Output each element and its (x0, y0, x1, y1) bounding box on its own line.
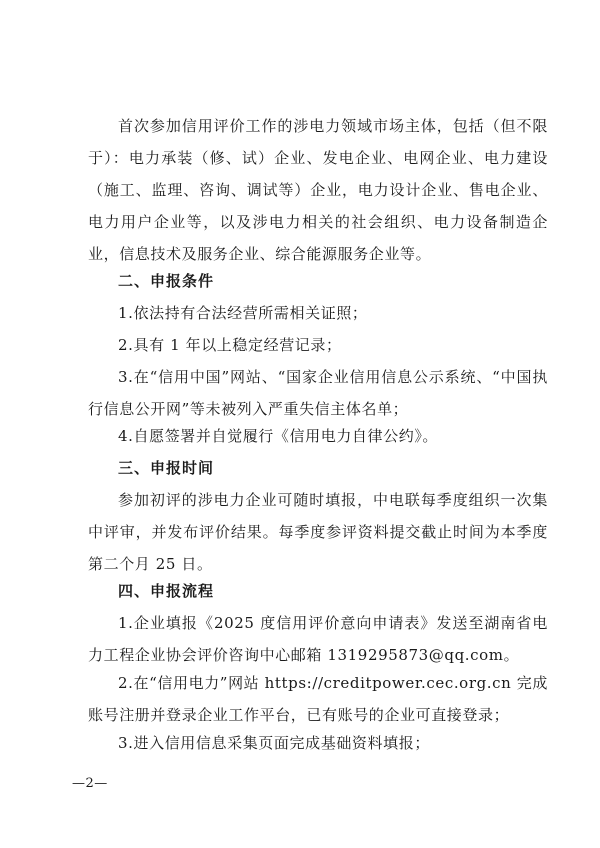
condition-item-4: 4.自愿签署并自觉履行《信用电力自律公约》。 (118, 427, 439, 445)
time-paragraph: 参加初评的涉电力企业可随时填报，中电联每季度组织一次集中评审，并发布评价结果。每季度参评资料提交截止时间为本季度第二个月 25 日。 (88, 491, 548, 573)
process-item-2: 2.在“信用电力”网站 https://creditpower.cec.org.cn 完成账号注册并登录企业工作平台，已有账号的企业可直接登录； (88, 674, 548, 724)
page-number: —2— (72, 776, 108, 791)
intro-paragraph: 首次参加信用评价工作的涉电力领域市场主体，包括（但不限于）：电力承装（修、试）企业、发电企业、电网企业、电力建设（施工、监理、咨询、调试等）企业，电力设计企业、售电企业、电力用户企业等，以及涉电力相关的社会组织、电力设备制造企业，信息技术及服务企业、综合能源服务企业等。 (88, 117, 548, 263)
section-heading-time: 三、申报时间 (118, 459, 215, 477)
section-heading-conditions: 二、申报条件 (118, 272, 215, 290)
condition-item-1: 1.依法持有合法经营所需相关证照； (118, 304, 368, 322)
process-item-1: 1.企业填报《2025 度信用评价意向申请表》发送至湖南省电力工程企业协会评价咨询中心邮箱 1319295873@qq.com。 (88, 614, 548, 664)
condition-item-3: 3.在“信用中国”网站、“国家企业信用信息公示系统、“中国执行信息公开网”等未被列入严重失信主体名单； (88, 368, 548, 418)
process-item-3: 3.进入信用信息采集页面完成基础资料填报； (118, 734, 430, 752)
condition-item-2: 2.具有 1 年以上稳定经营记录； (118, 336, 342, 354)
section-heading-process: 四、申报流程 (118, 582, 215, 600)
